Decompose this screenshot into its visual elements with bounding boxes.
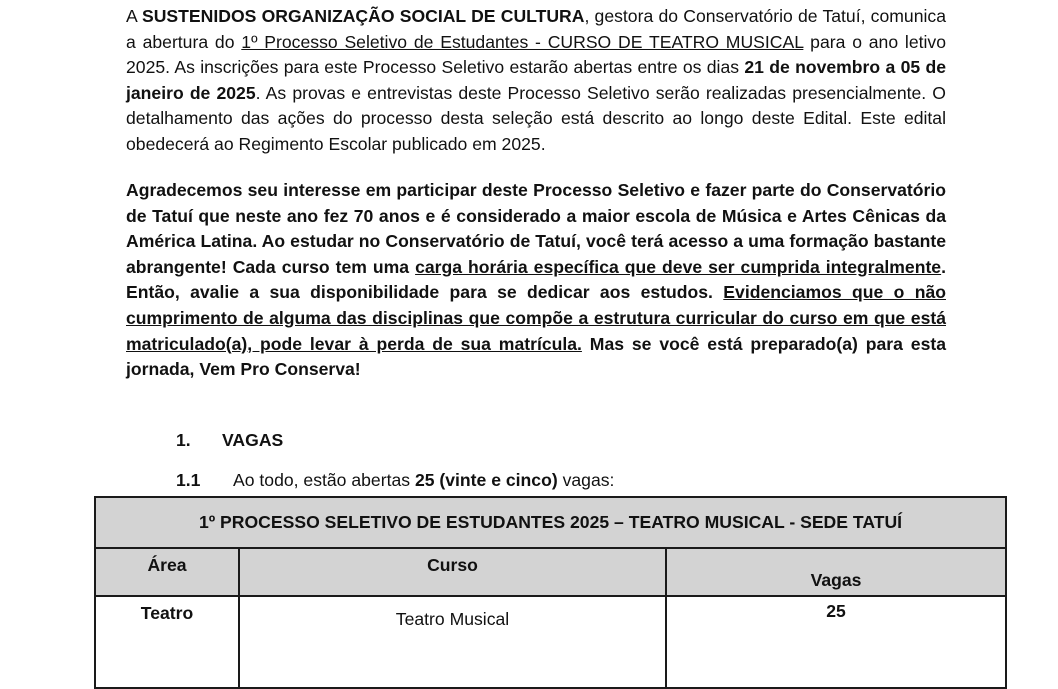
cell-vagas: 25 xyxy=(666,596,1006,688)
subsection-text-1: Ao todo, estão abertas xyxy=(233,470,415,490)
organization-name: SUSTENIDOS ORGANIZAÇÃO SOCIAL DE CULTURA xyxy=(141,6,585,26)
subsection-text-2: vagas: xyxy=(557,470,615,490)
process-title: 1º Processo Seletivo de Estudantes - CURSO DE TEATRO MUSICAL xyxy=(241,31,804,52)
intro-text-3: para o ano letivo 2025. As inscrições para este Processo Seletivo estarão abertas entre os dias xyxy=(126,31,947,78)
section-heading-vagas xyxy=(176,428,283,453)
section-title: VAGAS xyxy=(222,430,284,450)
welcome-paragraph xyxy=(126,178,946,383)
vacancy-count: 25 (vinte e cinco) xyxy=(414,470,558,490)
intro-text-1: A xyxy=(126,6,142,26)
cell-area: Teatro xyxy=(95,596,239,688)
enrollment-warning: Evidenciamos que o não cumprimento de alguma das disciplinas que compõe a estrutura curricular do curso em que está matriculado(a), pode levar à perda de sua matrícula. xyxy=(126,282,946,354)
welcome-text-2: . Então, avalie a sua disponibilidade para se dedicar aos estudos. xyxy=(126,256,946,303)
vacancies-table xyxy=(94,496,1007,689)
subsection-number: 1.1 xyxy=(176,470,201,490)
table-header-row xyxy=(95,548,1006,596)
workload-notice: carga horária específica que deve ser cumprida integralmente xyxy=(415,256,942,277)
header-vagas: Vagas xyxy=(666,548,1006,596)
table-row xyxy=(95,596,1006,688)
header-curso: Curso xyxy=(239,548,666,596)
intro-paragraph xyxy=(126,4,946,158)
intro-text-2: , gestora do Conservatório de Tatuí, comunica a abertura do xyxy=(126,6,946,52)
welcome-text-3: Mas se você está preparado(a) para esta jornada, Vem Pro Conserva! xyxy=(126,333,946,380)
subsection-vagas-count xyxy=(176,468,614,493)
welcome-text-1: Agradecemos seu interesse em participar deste Processo Seletivo e fazer parte do Conservatório de Tatuí que neste ano fez 70 anos e é considerado a maior escola de Música e Artes Cênicas da América Latina. Ao estudar no Conservatório de Tatuí, você terá acesso a uma formação bastante abrangente! Cada curso tem uma xyxy=(126,180,946,277)
table-title: 1º PROCESSO SELETIVO DE ESTUDANTES 2025 – TEATRO MUSICAL - SEDE TATUÍ xyxy=(95,497,1006,548)
section-number: 1. xyxy=(176,430,191,450)
registration-dates: 21 de novembro a 05 de janeiro de 2025 xyxy=(126,57,946,103)
cell-curso: Teatro Musical xyxy=(239,596,666,688)
intro-text-4: . As provas e entrevistas deste Processo Seletivo serão realizadas presencialmente. O detalhamento das ações do processo desta seleção está descrito ao longo deste Edital. Este edital obedecerá ao Regimento Escolar publicado em 2025. xyxy=(126,82,946,154)
header-area: Área xyxy=(95,548,239,596)
